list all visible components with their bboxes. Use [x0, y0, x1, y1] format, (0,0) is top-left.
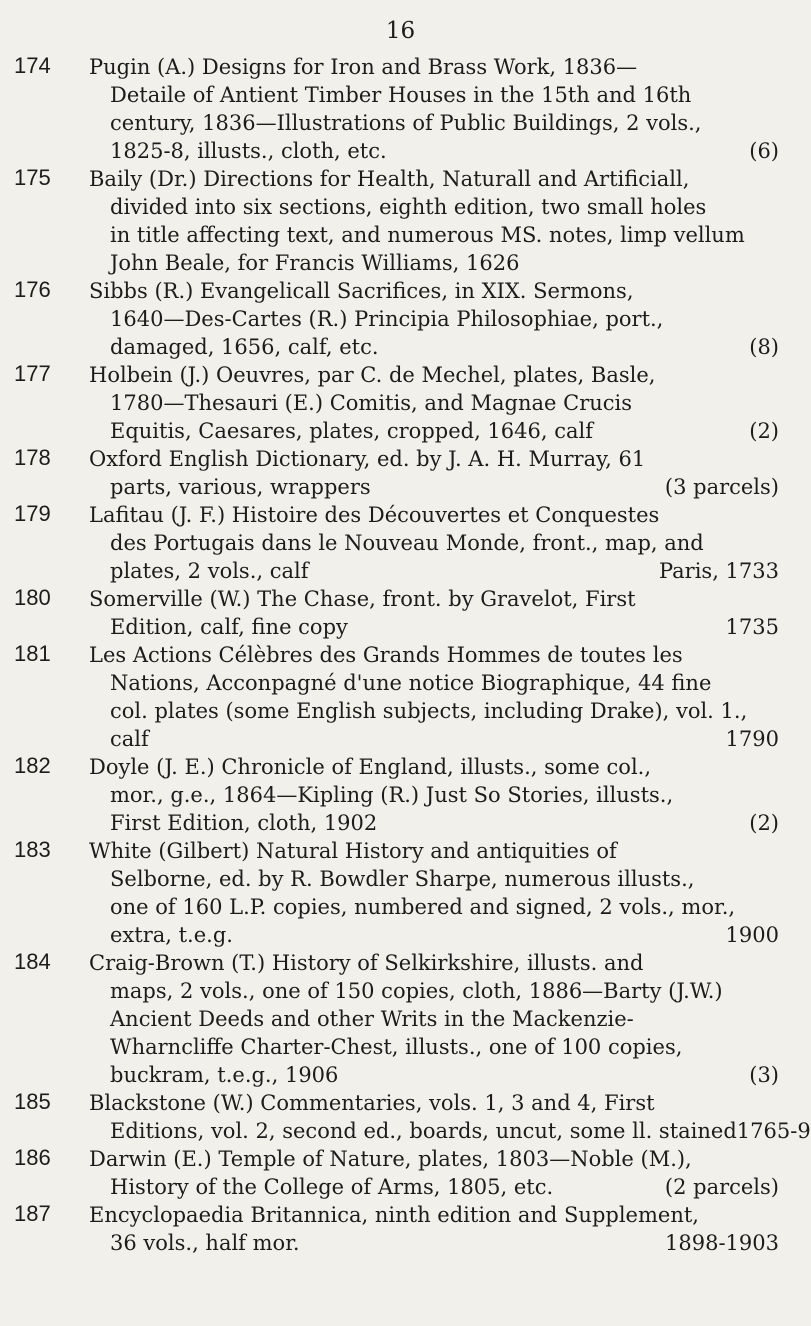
entry-date-or-count: (2)	[749, 419, 779, 443]
lot-number: 182	[14, 753, 51, 778]
catalog-entry	[0, 53, 801, 165]
entry-line: 1780—Thesauri (E.) Comitis, and Magnae Crucis	[110, 391, 633, 415]
entry-date-or-count: (8)	[749, 335, 779, 359]
entry-date-or-count: Paris, 1733	[658, 559, 779, 583]
catalog-entry	[0, 165, 801, 277]
lot-number: 179	[14, 501, 51, 526]
entry-description	[89, 585, 779, 641]
entry-line: Pugin (A.) Designs for Iron and Brass Work, 1836—	[89, 55, 638, 79]
entry-line: Nations, Acconpagné d'une notice Biographique, 44 fine	[110, 671, 712, 695]
catalog-entry	[0, 753, 801, 837]
entry-line: 1825-8, illusts., cloth, etc.	[110, 139, 387, 163]
entry-description	[89, 501, 779, 585]
entry-description	[89, 361, 779, 445]
lot-number: 175	[14, 165, 51, 190]
entry-description	[89, 165, 779, 277]
entry-line: Baily (Dr.) Directions for Health, Naturall and Artificiall,	[89, 167, 690, 191]
entry-line: divided into six sections, eighth edition, two small holes	[110, 195, 707, 219]
entry-line: Craig-Brown (T.) History of Selkirkshire, illusts. and	[89, 951, 644, 975]
lot-number: 176	[14, 277, 51, 302]
catalog-list	[0, 53, 811, 1257]
entry-line: in title affecting text, and numerous MS. notes, limp vellum	[110, 223, 745, 247]
entry-line: 1640—Des-Cartes (R.) Principia Philosophiae, port.,	[110, 307, 664, 331]
catalog-entry	[0, 445, 801, 501]
entry-line: White (Gilbert) Natural History and antiquities of	[89, 839, 617, 863]
catalog-entry	[0, 277, 801, 361]
entry-line: Oxford English Dictionary, ed. by J. A. H. Murray, 61	[89, 447, 646, 471]
entry-line: century, 1836—Illustrations of Public Buildings, 2 vols.,	[110, 111, 702, 135]
entry-line: Darwin (E.) Temple of Nature, plates, 1803—Noble (M.),	[89, 1147, 692, 1171]
entry-description	[89, 753, 779, 837]
entry-line: Ancient Deeds and other Writs in the Mackenzie-	[110, 1007, 634, 1031]
catalog-entry	[0, 1145, 801, 1201]
entry-description	[89, 1145, 779, 1201]
entry-line: Editions, vol. 2, second ed., boards, uncut, some ll. stained	[110, 1119, 737, 1143]
entry-line: Les Actions Célèbres des Grands Hommes de toutes les	[89, 643, 683, 667]
entry-line: des Portugais dans le Nouveau Monde, front., map, and	[110, 531, 704, 555]
entry-description	[89, 445, 779, 501]
catalog-entry	[0, 641, 801, 753]
entry-description	[89, 1201, 779, 1257]
entry-date-or-count: 1898-1903	[665, 1231, 779, 1255]
entry-line: Somerville (W.) The Chase, front. by Gravelot, First	[89, 587, 636, 611]
entry-date-or-count: (2 parcels)	[664, 1175, 779, 1199]
entry-line: parts, various, wrappers	[110, 475, 371, 499]
entry-line: Encyclopaedia Britannica, ninth edition and Supplement,	[89, 1203, 699, 1227]
catalog-entry	[0, 1201, 801, 1257]
entry-date-or-count: (3 parcels)	[664, 475, 779, 499]
entry-line: Holbein (J.) Oeuvres, par C. de Mechel, plates, Basle,	[89, 363, 656, 387]
entry-description	[89, 53, 779, 165]
entry-description	[89, 641, 779, 753]
entry-description	[89, 277, 779, 361]
catalog-entry	[0, 361, 801, 445]
entry-line: col. plates (some English subjects, including Drake), vol. 1.,	[110, 699, 748, 723]
entry-date-or-count: 1790	[725, 727, 779, 751]
entry-line: Blackstone (W.) Commentaries, vols. 1, 3 and 4, First	[89, 1091, 655, 1115]
lot-number: 178	[14, 445, 51, 470]
entry-date-or-count: (2)	[749, 811, 779, 835]
entry-line: Lafitau (J. F.) Histoire des Découvertes et Conquestes	[89, 503, 660, 527]
entry-line: Detaile of Antient Timber Houses in the 15th and 16th	[110, 83, 692, 107]
entry-line: maps, 2 vols., one of 150 copies, cloth, 1886—Barty (J.W.)	[110, 979, 723, 1003]
entry-line: Edition, calf, fine copy	[110, 615, 348, 639]
lot-number: 187	[14, 1201, 51, 1226]
catalog-entry	[0, 585, 801, 641]
entry-line: Sibbs (R.) Evangelicall Sacrifices, in XIX. Sermons,	[89, 279, 634, 303]
catalog-entry	[0, 1089, 811, 1145]
entry-date-or-count: (6)	[749, 139, 779, 163]
page-number: 16	[385, 18, 416, 44]
entry-line: John Beale, for Francis Williams, 1626	[110, 251, 520, 275]
entry-line: one of 160 L.P. copies, numbered and signed, 2 vols., mor.,	[110, 895, 736, 919]
lot-number: 181	[14, 641, 51, 666]
catalog-entry	[0, 837, 801, 949]
lot-number: 177	[14, 361, 51, 386]
entry-description	[89, 949, 779, 1089]
lot-number: 183	[14, 837, 51, 862]
entry-line: extra, t.e.g.	[110, 923, 233, 947]
entry-date-or-count: 1900	[725, 923, 779, 947]
entry-line: mor., g.e., 1864—Kipling (R.) Just So Stories, illusts.,	[110, 783, 674, 807]
entry-line: plates, 2 vols., calf	[110, 559, 309, 583]
entry-date-or-count: 1765-9	[736, 1119, 811, 1143]
entry-description	[89, 1089, 811, 1145]
lot-number: 186	[14, 1145, 51, 1170]
catalog-entry	[0, 501, 801, 585]
entry-date-or-count: (3)	[749, 1063, 779, 1087]
entry-line: First Edition, cloth, 1902	[110, 811, 378, 835]
lot-number: 184	[14, 949, 51, 974]
lot-number: 180	[14, 585, 51, 610]
entry-line: Doyle (J. E.) Chronicle of England, illusts., some col.,	[89, 755, 652, 779]
entry-line: buckram, t.e.g., 1906	[110, 1063, 339, 1087]
catalog-entry	[0, 949, 801, 1089]
lot-number: 174	[14, 53, 51, 78]
entry-description	[89, 837, 779, 949]
entry-line: 36 vols., half mor.	[110, 1231, 300, 1255]
entry-line: Selborne, ed. by R. Bowdler Sharpe, numerous illusts.,	[110, 867, 695, 891]
entry-line: damaged, 1656, calf, etc.	[110, 335, 379, 359]
entry-line: Equitis, Caesares, plates, cropped, 1646, calf	[110, 419, 593, 443]
entry-line: calf	[110, 727, 149, 751]
entry-line: History of the College of Arms, 1805, etc.	[110, 1175, 554, 1199]
entry-line: Wharncliffe Charter-Chest, illusts., one of 100 copies,	[110, 1035, 683, 1059]
lot-number: 185	[14, 1089, 51, 1114]
entry-date-or-count: 1735	[725, 615, 779, 639]
